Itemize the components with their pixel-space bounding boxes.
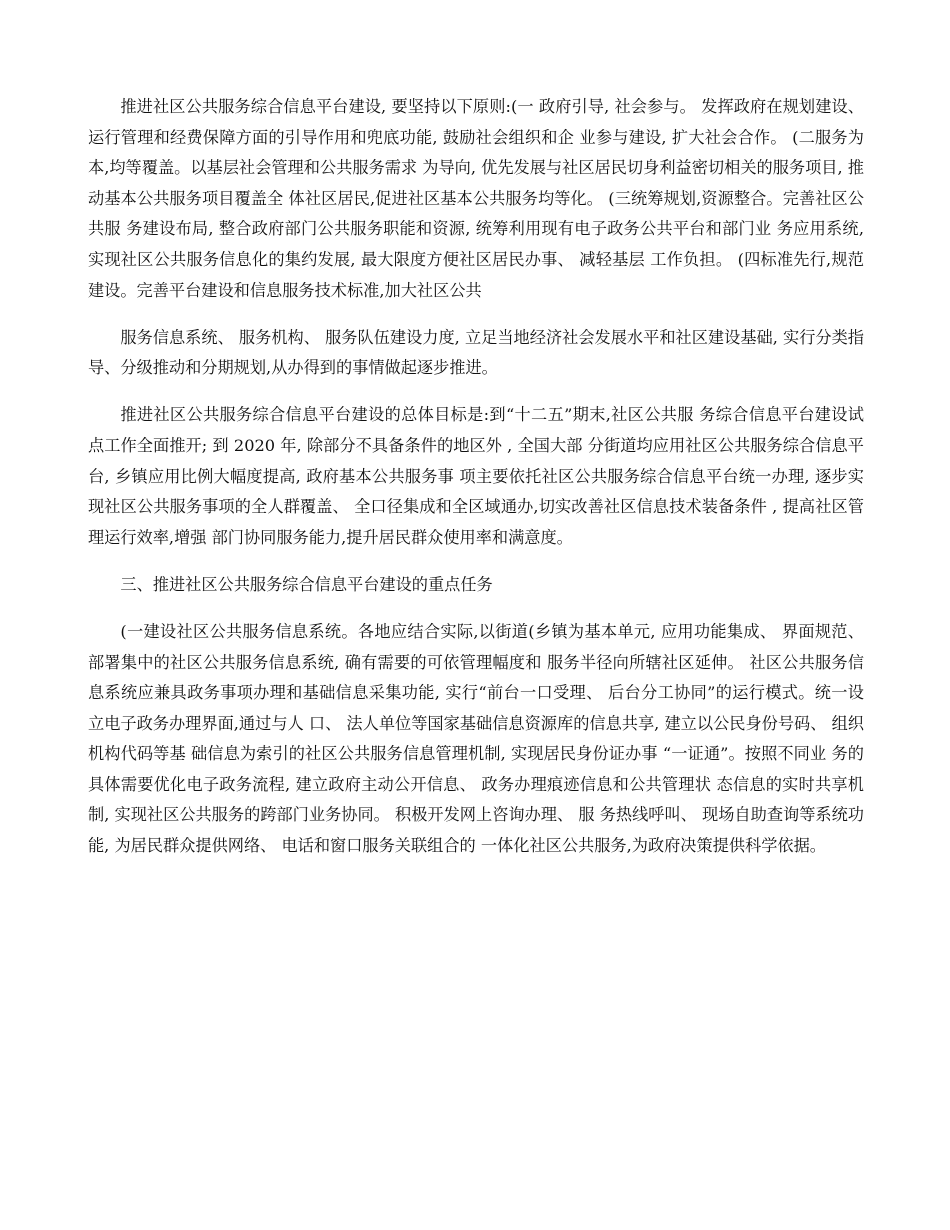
section-heading-key-tasks: 三、推进社区公共服务综合信息平台建设的重点任务 bbox=[120, 574, 493, 594]
document-body bbox=[88, 92, 864, 878]
paragraph-principles: 推进社区公共服务综合信息平台建设, 要坚持以下原则:(一 政府引导, 社会参与。 发挥政府在规划建设、 运行管理和经费保障方面的引导作用和兜底功能, 鼓励社会组织和企 业参与建设, 扩大社会合作。 (二服务为本,均等覆盖。以基层社会管理和公共服务需求 为导向, 优先发展与社区居民切身利益密切相关的服务项目, 推动基本公共服务项目覆盖全 体社区居民,促进社区基本公共服务均等化。 (三统筹规划,资源整合。完善社区公共服 务建设布局, 整合政府部门公共服务职能和资源, 统筹利用现有电子政务公共平台和部门业 务应用系统, 实现社区公共服务信息化的集约发展, 最大限度方便社区居民办事、 减轻基层 工作负担。 (四标准先行,规范建设。完善平台建设和信息服务技术标准,加大社区公共 bbox=[88, 97, 864, 300]
paragraph-information-system: (一建设社区公共服务信息系统。各地应结合实际,以街道(乡镇为基本单元, 应用功能集成、 界面规范、 部署集中的社区公共服务信息系统, 确有需要的可依管理幅度和 服务半径向所辖社区延伸。 社区公共服务信息系统应兼具政务事项办理和基础信息采集功能, 实行“前台一口受理、 后台分工协同”的运行模式。统一设立电子政务办理界面,通过与人 口、 法人单位等国家基础信息资源库的信息共享, 建立以公民身份号码、 组织机构代码等基 础信息为索引的社区公共服务信息管理机制, 实现居民身份证办事 “一证通”。按照不同业 务的具体需要优化电子政务流程, 建立政府主动公开信息、 政务办理痕迹信息和公共管理状 态信息的实时共享机制, 实现社区公共服务的跨部门业务协同。 积极开发网上咨询办理、 服 务热线呼叫、 现场自助查询等系统功能, 为居民群众提供网络、 电话和窗口服务关联组合的 一体化社区公共服务,为政府决策提供科学依据。 bbox=[88, 621, 864, 856]
paragraph-implementation: 服务信息系统、 服务机构、 服务队伍建设力度, 立足当地经济社会发展水平和社区建设基础, 实行分类指导、分级推动和分期规划,从办得到的事情做起逐步推进。 bbox=[88, 327, 864, 378]
paragraph-overall-goal: 推进社区公共服务综合信息平台建设的总体目标是:到“十二五”期末,社区公共服 务综合信息平台建设试点工作全面推开; 到 2020 年, 除部分不具备条件的地区外 , 全国大部 分街道均应用社区公共服务综合信息平台, 乡镇应用比例大幅度提高, 政府基本公共服务事 项主要依托社区公共服务综合信息平台统一办理, 逐步实现社区公共服务事项的全人群覆盖、 全口径集成和全区域通办,切实改善社区信息技术装备条件 , 提高社区管理运行效率,增强 部门协同服务能力,提升居民群众使用率和满意度。 bbox=[88, 405, 864, 547]
